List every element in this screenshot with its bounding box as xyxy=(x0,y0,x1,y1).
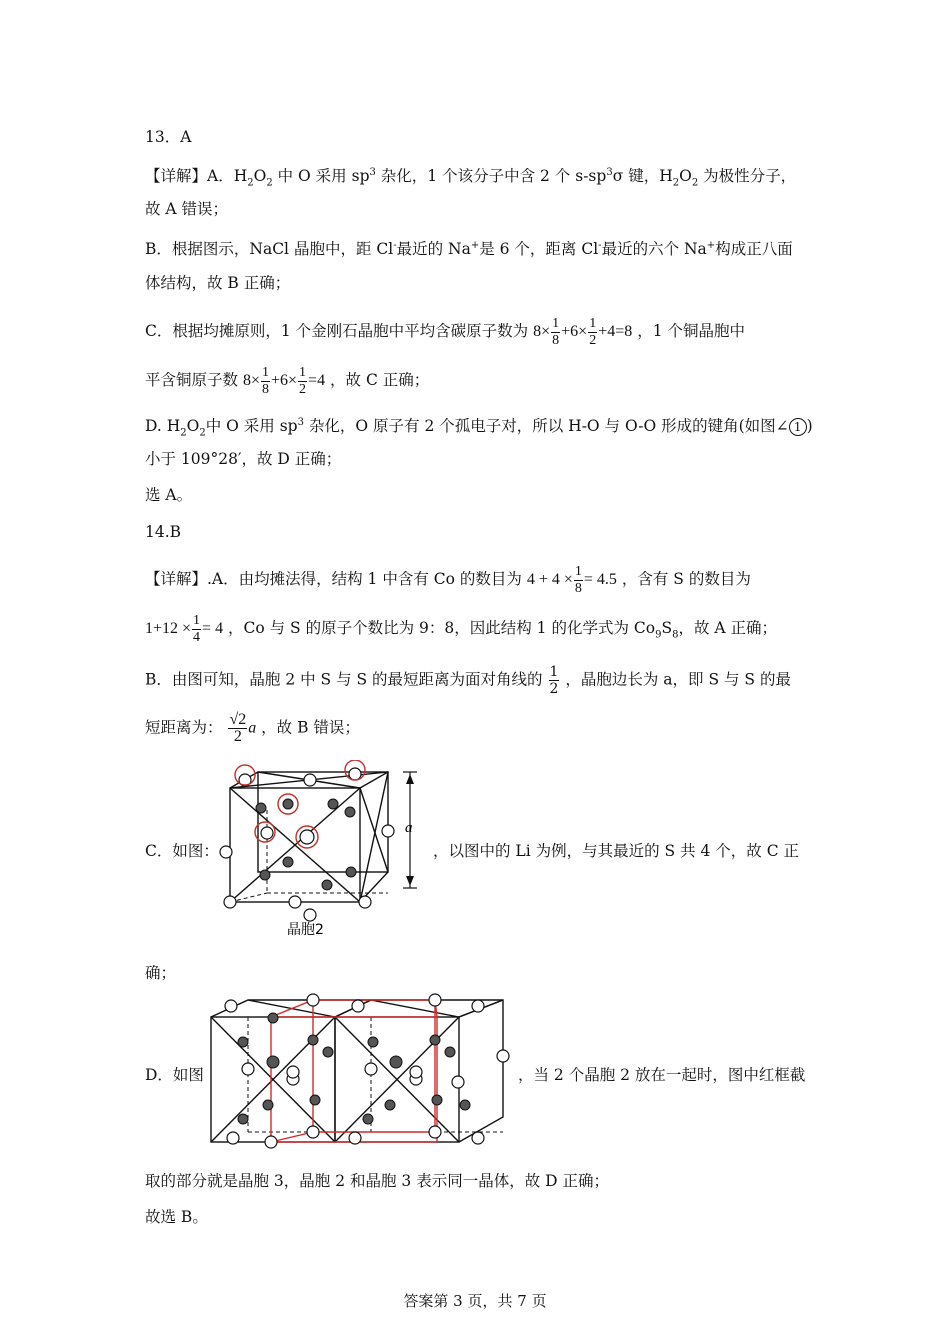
q13-b-line2: 体结构，故 B 正确； xyxy=(145,274,291,292)
q13-b-line1: B．根据图示，NaCl 晶胞中，距 Cl-最近的 Na+是 6 个，距离 Cl-最近的六个 Na+构成正八面 xyxy=(145,240,793,259)
q13-c-line2: 平含铜原子数 8× $\frac{1}{8}$ +6× $\frac{1}{2}$ =4 ，故 C 正确； xyxy=(145,365,430,397)
q14-d-line2: 取的部分就是晶胞 3，晶胞 2 和晶胞 3 表示同一晶体，故 D 正确； xyxy=(145,1172,610,1190)
q13-d-line2: 小于 109°28′，故 D 正确； xyxy=(145,450,342,468)
q14-b-line2: 短距离为： $\frac{√2}{2}$ a ，故 B 错误； xyxy=(145,711,360,745)
q13-heading: 13．A xyxy=(145,128,192,146)
q14-a-line1: 【详解】.A．由均摊法得，结构 1 中含有 Co 的数目为 4 + 4 × $\frac{1}{8}$ = 4.5 ，含有 S 的数目为 xyxy=(145,564,751,596)
cell2-axis-label: a xyxy=(405,820,413,836)
q13-d-line1: D. $H_2O_2$中 O 采用 $sp^3$ 杂化，O 原子有 2 个孤电子对，所以 H-O 与 O-O 形成的键角(如图∠ 1 ) xyxy=(145,417,813,439)
cell2-caption: 晶胞2 xyxy=(287,922,324,938)
q13-a-line2: 故 A 错误； xyxy=(145,200,229,218)
q14-choice: 故选 B。 xyxy=(145,1208,208,1226)
cell2-diagram xyxy=(215,760,430,940)
q14-c-end: 确； xyxy=(145,964,177,982)
q13-choice: 选 A。 xyxy=(145,486,193,504)
page-footer: 答案第 3 页，共 7 页 xyxy=(403,1292,547,1310)
q13-c-line1: C．根据均摊原则，1 个金刚石晶胞中平均含碳原子数为 8× $\frac{1}{8}$ +6× $\frac{1}{2}$ +4=8 ，1 个铜晶胞中 xyxy=(145,316,745,348)
q14-heading: 14.B xyxy=(145,523,182,541)
q14-a-line2: 1+12 × $\frac{1}{4}$ = 4 ，Co 与 S 的原子个数比为 9：8，因此结构 1 的化学式为 $Co_9S_8$，故 A 正确； xyxy=(145,613,778,645)
q14-d-prefix: D．如图 xyxy=(145,1066,204,1084)
q13-a-line1: 【详解】A．$H_2O_2$ 中 O 采用 $sp^3$ 杂化，1 个该分子中含 2 个 $s-sp^3\sigma$ 键，$H_2O_2$ 为极性分子， xyxy=(145,167,797,189)
q14-c-prefix: C．如图： xyxy=(145,842,219,860)
q14-d-suffix: ，当 2 个晶胞 2 放在一起时，图中红框截 xyxy=(518,1066,806,1084)
q14-c-suffix: ，以图中的 Li 为例，与其最近的 S 共 4 个，故 C 正 xyxy=(433,842,800,860)
q14-b-line1: B．由图可知，晶胞 2 中 S 与 S 的最短距离为面对角线的 $\frac{1}{2}$ ，晶胞边长为 a，即 S 与 S 的最 xyxy=(145,664,791,697)
cell3-diagram xyxy=(203,992,513,1152)
